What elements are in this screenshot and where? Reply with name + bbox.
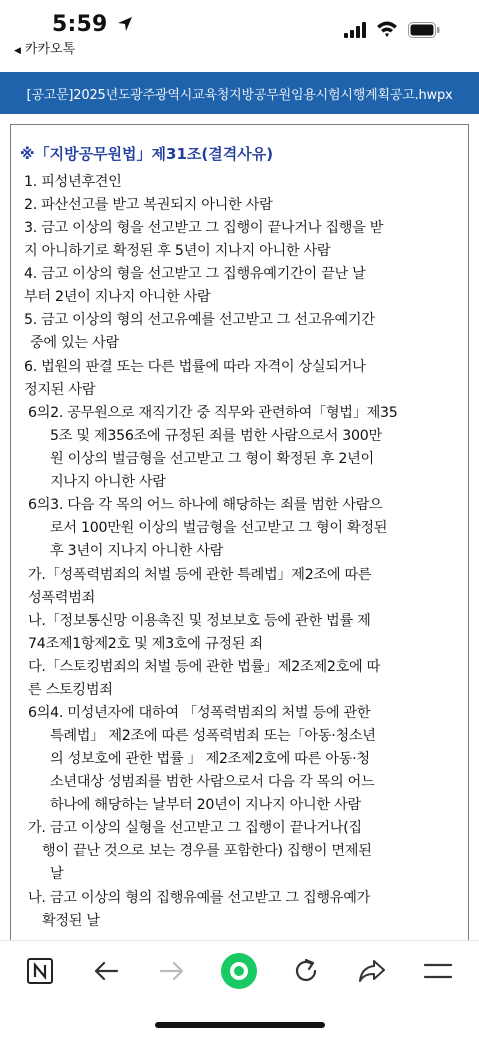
- menu-button[interactable]: [418, 951, 458, 991]
- battery-icon: [408, 22, 440, 38]
- document-line: 하나에 해당하는 날부터 20년이 지나지 아니한 사람: [50, 797, 361, 813]
- menu-icon: [423, 958, 453, 984]
- refresh-icon: [292, 957, 320, 985]
- document-line: 4. 금고 이상의 형을 선고받고 그 집행유예기간이 끝난 날: [24, 266, 366, 282]
- document-line: 후 3년이 지나지 아니한 사람: [50, 543, 224, 559]
- status-time: 5:59: [52, 12, 108, 37]
- location-arrow-icon: [116, 15, 134, 33]
- back-app-label: 카카오톡: [24, 42, 76, 57]
- document-line: 중에 있는 사람: [30, 335, 119, 351]
- document-heading: ※「지방공무원법」제31조(결격사유): [20, 145, 274, 163]
- document-title-bar: [0, 72, 479, 114]
- green-dot-button[interactable]: [219, 951, 259, 991]
- home-indicator[interactable]: [155, 1022, 325, 1028]
- back-button[interactable]: [86, 951, 126, 991]
- back-to-app-link[interactable]: [14, 38, 75, 57]
- back-arrow-icon: [93, 958, 119, 984]
- naver-home-button[interactable]: [20, 951, 60, 991]
- forward-button[interactable]: [152, 951, 192, 991]
- document-line: 원 이상의 벌금형을 선고받고 그 형이 확정된 후 2년이: [50, 451, 374, 467]
- document-line: 6의2. 공무원으로 재직기간 중 직무와 관련하여「형법」제35: [28, 405, 398, 421]
- share-icon: [358, 957, 386, 985]
- status-bar: [0, 0, 479, 70]
- document-line: 74조제1항제2호 및 제3호에 규정된 죄: [28, 636, 263, 652]
- document-line: 성폭력범죄: [28, 590, 96, 606]
- document-line: 날: [50, 866, 64, 882]
- naver-icon: [27, 958, 53, 984]
- document-line: 부터 2년이 지나지 아니한 사람: [24, 289, 211, 305]
- document-line: 6. 법원의 판결 또는 다른 법률에 따라 자격이 상실되거나: [24, 359, 366, 375]
- document-line: 5조 및 제356조에 규정된 죄를 범한 사람으로서 300만: [50, 428, 382, 444]
- document-line: 지 아니하기로 확정된 후 5년이 지나지 아니한 사람: [24, 243, 331, 259]
- document-line: 지나지 아니한 사람: [50, 474, 166, 490]
- cellular-signal-icon: [344, 22, 368, 38]
- share-button[interactable]: [352, 951, 392, 991]
- document-viewer[interactable]: [0, 114, 479, 940]
- wifi-icon: [376, 20, 398, 38]
- green-dot-icon: [220, 952, 258, 990]
- document-line: 가.「성폭력범죄의 처벌 등에 관한 특례법」제2조에 따른: [28, 567, 372, 583]
- document-line: 행이 끝난 것으로 보는 경우를 포함한다) 집행이 면제된: [42, 843, 372, 859]
- document-line: 소년대상 성범죄를 범한 사람으로서 다음 각 목의 어느: [50, 774, 375, 790]
- document-line: 5. 금고 이상의 형의 선고유예를 선고받고 그 선고유예기간: [24, 312, 375, 328]
- document-line: 의 성보호에 관한 법률 」 제2조제2호에 따른 아동·청: [50, 751, 370, 767]
- document-line: 정지된 사람: [24, 382, 96, 398]
- refresh-button[interactable]: [286, 951, 326, 991]
- document-line: 확정된 날: [42, 913, 100, 929]
- document-line: 6의3. 다음 각 목의 어느 하나에 해당하는 죄를 범한 사람으: [28, 497, 383, 513]
- document-line: 다.「스토킹범죄의 처벌 등에 관한 법률」제2조제2호에 따: [28, 659, 380, 675]
- browser-toolbar: [0, 940, 479, 1001]
- document-line: 6의4. 미성년자에 대하여 「성폭력범죄의 처벌 등에 관한: [28, 705, 371, 721]
- document-line: 3. 금고 이상의 형을 선고받고 그 집행이 끝나거나 집행을 받: [24, 220, 384, 236]
- document-line: 른 스토킹범죄: [28, 682, 113, 698]
- document-line: 가. 금고 이상의 실형을 선고받고 그 집행이 끝나거나(집: [28, 820, 362, 836]
- document-line: 나. 금고 이상의 형의 집행유예를 선고받고 그 집행유예가: [28, 890, 370, 906]
- back-triangle-icon: ◀: [14, 46, 21, 56]
- document-line: 특례법」 제2조에 따른 성폭력범죄 또는「아동·청소년: [50, 728, 376, 744]
- document-line: 로서 100만원 이상의 벌금형을 선고받고 그 형이 확정된: [50, 520, 388, 536]
- document-file-name: [공고문]2025년도광주광역시교육청지방공무원임용시험시행계획공고.hwpx: [26, 87, 453, 103]
- document-line: 2. 파산선고를 받고 복권되지 아니한 사람: [24, 197, 273, 213]
- document-line: 1. 피성년후견인: [24, 174, 122, 190]
- document-line: 나.「정보통신망 이용촉진 및 정보보호 등에 관한 법률 제: [28, 613, 371, 629]
- forward-arrow-icon: [159, 958, 185, 984]
